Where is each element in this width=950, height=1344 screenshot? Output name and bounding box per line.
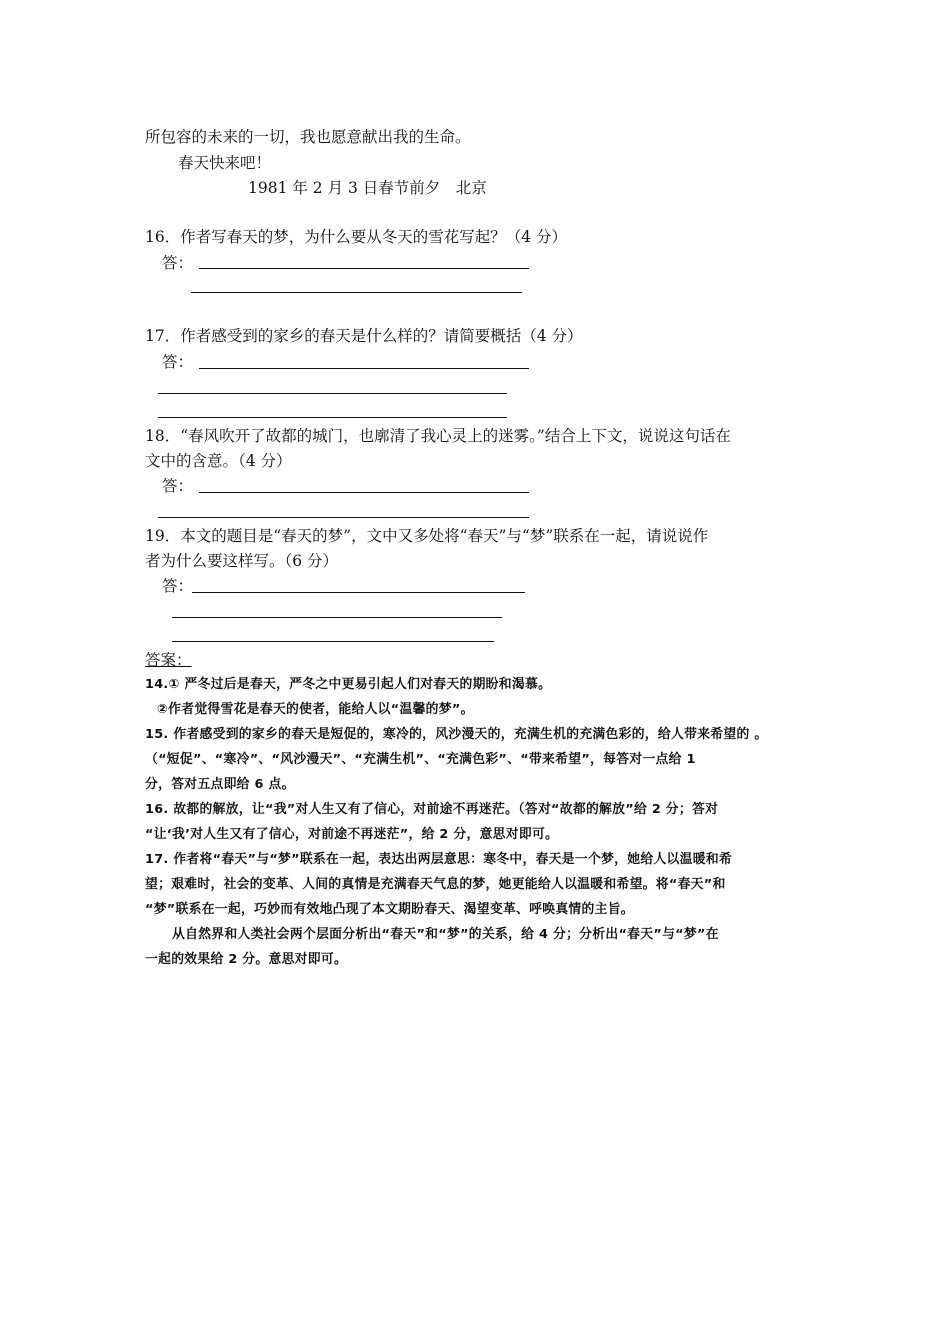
answer-blank-line[interactable] — [172, 617, 502, 618]
answer-label: 答： — [162, 577, 194, 595]
answer-blank-line[interactable] — [172, 641, 494, 642]
answer-label: 答： — [162, 353, 194, 371]
answer-blank-line[interactable] — [158, 393, 507, 394]
answer-label: 答： — [162, 477, 194, 495]
question-18: 18．“春风吹开了故都的城门，也廓清了我心灵上的迷雾。”结合上下文，说说这句话在 — [145, 427, 731, 445]
answer-line: ②作者觉得雪花是春天的使者，能给人以“温馨的梦”。 — [157, 702, 474, 717]
answer-blank-line[interactable] — [199, 368, 529, 369]
answer-blank-line[interactable] — [158, 517, 529, 518]
passage-line: 所包容的未来的一切，我也愿意献出我的生命。 — [145, 128, 471, 146]
answer-line: 一起的效果给 2 分。意思对即可。 — [145, 952, 348, 967]
answer-line: 分，答对五点即给 6 点。 — [145, 777, 295, 792]
answer-line: 17. 作者将“春天”与“梦”联系在一起，表达出两层意思：寒冬中，春天是一个梦，她给人以温暖和希 — [145, 852, 733, 867]
answer-line: 从自然界和人类社会两个层面分析出“春天”和“梦”的关系，给 4 分；分析出“春天”与“梦”在 — [172, 927, 719, 942]
question-19-cont: 者为什么要这样写。（6 分） — [145, 552, 339, 570]
answer-line: “梦”联系在一起，巧妙而有效地凸现了本文期盼春天、渴望变革、呼唤真情的主旨。 — [145, 902, 634, 917]
answer-line: （“短促”、“寒冷”、“风沙漫天”、“充满生机”、“充满色彩”、“带来希望”，每答对一点给 1 — [145, 752, 696, 767]
question-19: 19．本文的题目是“春天的梦”，文中又多处将“春天”与“梦”联系在一起，请说说作 — [145, 527, 709, 545]
answer-blank-line[interactable] — [199, 492, 529, 493]
answers-heading: 答案： — [145, 651, 192, 669]
answer-blank-line[interactable] — [191, 292, 522, 293]
answer-line: 15. 作者感受到的家乡的春天是短促的，寒冷的，风沙漫天的，充满生机的充满色彩的，给人带来希望的 。 — [145, 727, 768, 742]
question-16: 16．作者写春天的梦，为什么要从冬天的雪花写起？（4 分） — [145, 228, 568, 246]
question-18-cont: 文中的含意。（4 分） — [145, 452, 292, 470]
passage-dateline: 1981 年 2 月 3 日春节前夕 北京 — [248, 179, 487, 197]
answer-blank-line[interactable] — [158, 417, 507, 418]
answer-line: 16. 故都的解放，让“我”对人生又有了信心，对前途不再迷茫。（答对“故都的解放”给 2 分；答对 — [145, 802, 719, 817]
answer-label: 答： — [162, 254, 194, 272]
answer-line: 望；艰难时，社会的变革、人间的真情是充满春天气息的梦，她更能给人以温暖和希望。将“春天”和 — [145, 877, 726, 892]
answer-line: “让‘我’对人生又有了信心，对前途不再迷茫”，给 2 分，意思对即可。 — [145, 827, 559, 842]
answer-line: 14.① 严冬过后是春天，严冬之中更易引起人们对春天的期盼和渴慕。 — [145, 677, 552, 692]
question-17: 17．作者感受到的家乡的春天是什么样的？请简要概括（4 分） — [145, 327, 583, 345]
answer-blank-line[interactable] — [192, 592, 525, 593]
passage-line: 春天快来吧！ — [178, 154, 272, 172]
answer-blank-line[interactable] — [199, 268, 529, 269]
